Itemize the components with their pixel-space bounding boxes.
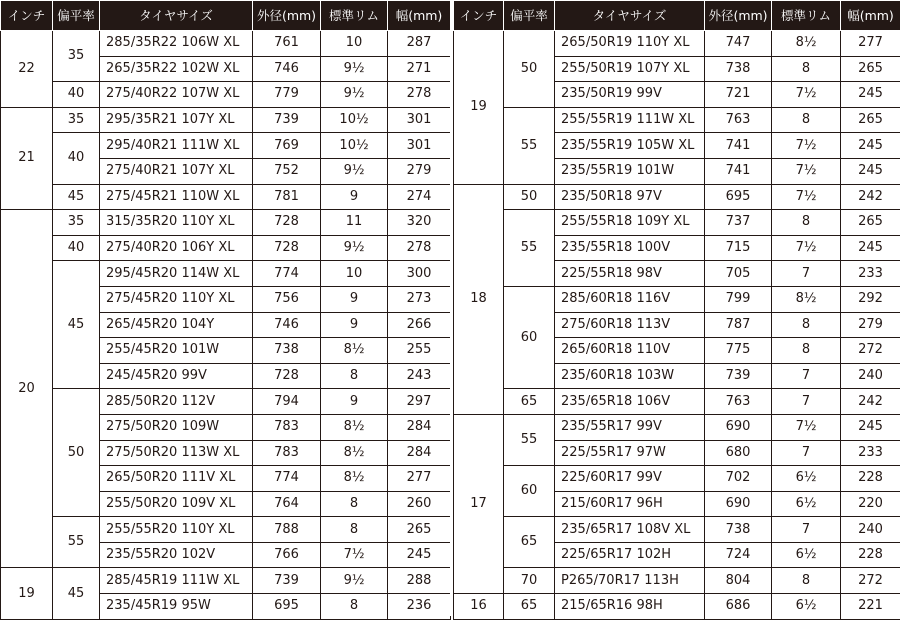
standard-rim-cell: 10½ bbox=[321, 107, 388, 133]
tire-size-text: 275/45R21 110W XL bbox=[100, 190, 239, 204]
inch-cell: 17 bbox=[454, 414, 504, 593]
standard-rim-cell: 7 bbox=[772, 389, 841, 415]
tire-size-cell bbox=[100, 312, 253, 338]
standard-rim-cell: 7½ bbox=[321, 542, 388, 568]
standard-rim-cell: 9 bbox=[321, 184, 388, 210]
standard-rim-cell: 8 bbox=[772, 338, 841, 364]
outer-diameter-cell: 690 bbox=[705, 414, 772, 440]
aspect-ratio-cell: 50 bbox=[53, 389, 100, 517]
outer-diameter-cell: 788 bbox=[253, 517, 321, 543]
table-row bbox=[1, 517, 451, 543]
standard-rim-cell: 11 bbox=[321, 210, 388, 236]
standard-rim-cell: 9½ bbox=[321, 235, 388, 261]
tire-size-text: 295/40R21 111W XL bbox=[100, 139, 239, 153]
aspect-ratio-cell: 35 bbox=[53, 107, 100, 133]
outer-diameter-cell: 738 bbox=[705, 517, 772, 543]
outer-diameter-cell: 787 bbox=[705, 312, 772, 338]
table-row bbox=[1, 568, 451, 594]
width-cell: 220 bbox=[841, 491, 900, 517]
aspect-ratio-cell: 65 bbox=[504, 517, 555, 568]
tire-size-cell bbox=[555, 491, 705, 517]
width-cell: 297 bbox=[388, 389, 451, 415]
column-header: インチ bbox=[454, 1, 504, 31]
width-cell: 228 bbox=[841, 466, 900, 492]
table-row bbox=[1, 133, 451, 159]
tire-size-cell bbox=[555, 133, 705, 159]
outer-diameter-cell: 728 bbox=[253, 210, 321, 236]
standard-rim-cell: 8 bbox=[772, 107, 841, 133]
column-header: タイヤサイズ bbox=[100, 1, 253, 31]
outer-diameter-cell: 781 bbox=[253, 184, 321, 210]
column-header: 幅(mm) bbox=[388, 1, 451, 31]
standard-rim-cell: 9½ bbox=[321, 568, 388, 594]
table-row bbox=[1, 389, 451, 415]
width-cell: 278 bbox=[388, 82, 451, 108]
standard-rim-cell: 8½ bbox=[772, 31, 841, 57]
table-row bbox=[1, 261, 451, 287]
tire-size-text: 235/55R19 101W bbox=[555, 164, 674, 178]
tire-size-text: 275/50R20 109W bbox=[100, 420, 219, 434]
outer-diameter-cell: 715 bbox=[705, 235, 772, 261]
standard-rim-cell: 7½ bbox=[772, 414, 841, 440]
tire-size-cell bbox=[100, 158, 253, 184]
outer-diameter-cell: 737 bbox=[705, 210, 772, 236]
tire-size-cell bbox=[100, 363, 253, 389]
inch-cell: 22 bbox=[1, 31, 53, 108]
tire-size-cell bbox=[555, 568, 705, 594]
standard-rim-cell: 9 bbox=[321, 286, 388, 312]
width-cell: 292 bbox=[841, 286, 900, 312]
standard-rim-cell: 6½ bbox=[772, 542, 841, 568]
outer-diameter-cell: 746 bbox=[253, 56, 321, 82]
tire-size-text: 235/55R20 102V bbox=[100, 548, 215, 562]
tire-size-cell bbox=[555, 440, 705, 466]
width-cell: 272 bbox=[841, 338, 900, 364]
tire-size-cell bbox=[100, 568, 253, 594]
tire-size-cell bbox=[100, 517, 253, 543]
outer-diameter-cell: 728 bbox=[253, 235, 321, 261]
standard-rim-cell: 7 bbox=[772, 440, 841, 466]
tire-size-text: 265/45R20 104Y bbox=[100, 318, 214, 332]
aspect-ratio-cell: 55 bbox=[504, 414, 555, 465]
width-cell: 242 bbox=[841, 389, 900, 415]
column-header: 標準リム bbox=[772, 1, 841, 31]
outer-diameter-cell: 746 bbox=[253, 312, 321, 338]
tire-size-text: 265/50R19 110Y XL bbox=[555, 36, 689, 50]
width-cell: 245 bbox=[841, 133, 900, 159]
width-cell: 279 bbox=[388, 158, 451, 184]
table-row bbox=[454, 466, 900, 492]
inch-cell: 19 bbox=[1, 568, 53, 619]
header-row bbox=[1, 1, 451, 31]
standard-rim-cell: 9 bbox=[321, 389, 388, 415]
tire-size-text: 245/45R20 99V bbox=[100, 369, 207, 383]
inch-cell: 21 bbox=[1, 107, 53, 209]
outer-diameter-cell: 739 bbox=[253, 568, 321, 594]
outer-diameter-cell: 695 bbox=[253, 594, 321, 620]
standard-rim-cell: 7½ bbox=[772, 158, 841, 184]
outer-diameter-cell: 774 bbox=[253, 261, 321, 287]
aspect-ratio-cell: 45 bbox=[53, 184, 100, 210]
tire-size-cell bbox=[555, 235, 705, 261]
outer-diameter-cell: 738 bbox=[253, 338, 321, 364]
aspect-ratio-cell: 40 bbox=[53, 133, 100, 184]
tire-size-cell bbox=[100, 286, 253, 312]
standard-rim-cell: 8½ bbox=[321, 338, 388, 364]
aspect-ratio-cell: 45 bbox=[53, 261, 100, 389]
standard-rim-cell: 10 bbox=[321, 31, 388, 57]
standard-rim-cell: 9½ bbox=[321, 82, 388, 108]
width-cell: 278 bbox=[388, 235, 451, 261]
tire-size-text: 235/50R18 97V bbox=[555, 190, 662, 204]
tire-size-cell bbox=[555, 56, 705, 82]
standard-rim-cell: 8 bbox=[321, 594, 388, 620]
standard-rim-cell: 6½ bbox=[772, 491, 841, 517]
tire-size-text: 225/65R17 102H bbox=[555, 548, 671, 562]
standard-rim-cell: 8 bbox=[772, 568, 841, 594]
inch-cell: 19 bbox=[454, 31, 504, 185]
standard-rim-cell: 8 bbox=[772, 210, 841, 236]
table-row bbox=[1, 31, 451, 57]
outer-diameter-cell: 799 bbox=[705, 286, 772, 312]
tire-size-text: 275/50R20 113W XL bbox=[100, 446, 239, 460]
tire-size-text: 275/40R21 107Y XL bbox=[100, 164, 234, 178]
tire-size-cell bbox=[100, 82, 253, 108]
standard-rim-cell: 8½ bbox=[772, 286, 841, 312]
standard-rim-cell: 9½ bbox=[321, 158, 388, 184]
table-row bbox=[454, 414, 900, 440]
width-cell: 233 bbox=[841, 261, 900, 287]
aspect-ratio-cell: 40 bbox=[53, 82, 100, 108]
aspect-ratio-cell: 50 bbox=[504, 184, 555, 210]
inch-cell: 20 bbox=[1, 210, 53, 568]
tire-size-text: 285/35R22 106W XL bbox=[100, 36, 239, 50]
table-row bbox=[1, 184, 451, 210]
tire-size-cell bbox=[555, 210, 705, 236]
tire-size-cell bbox=[100, 31, 253, 57]
tire-size-text: 225/55R17 97W bbox=[555, 446, 666, 460]
standard-rim-cell: 6½ bbox=[772, 594, 841, 620]
tire-size-text: 285/60R18 116V bbox=[555, 292, 670, 306]
outer-diameter-cell: 804 bbox=[705, 568, 772, 594]
outer-diameter-cell: 695 bbox=[705, 184, 772, 210]
tire-size-cell bbox=[555, 389, 705, 415]
aspect-ratio-cell: 55 bbox=[504, 107, 555, 184]
tire-size-text: 255/55R19 111W XL bbox=[555, 113, 694, 127]
aspect-ratio-cell: 65 bbox=[504, 594, 555, 620]
outer-diameter-cell: 738 bbox=[705, 56, 772, 82]
tire-size-cell bbox=[100, 210, 253, 236]
tire-size-text: 315/35R20 110Y XL bbox=[100, 215, 234, 229]
standard-rim-cell: 7 bbox=[772, 363, 841, 389]
table-row bbox=[1, 82, 451, 108]
tire-size-text: 265/60R18 110V bbox=[555, 343, 670, 357]
outer-diameter-cell: 783 bbox=[253, 414, 321, 440]
tire-size-cell bbox=[100, 594, 253, 620]
tire-size-text: 215/60R17 96H bbox=[555, 497, 663, 511]
tire-size-text: 255/45R20 101W bbox=[100, 343, 219, 357]
tire-size-text: 275/45R20 110Y XL bbox=[100, 292, 234, 306]
aspect-ratio-cell: 50 bbox=[504, 31, 555, 108]
width-cell: 320 bbox=[388, 210, 451, 236]
tire-size-cell bbox=[555, 338, 705, 364]
tire-size-text: 235/65R17 108V XL bbox=[555, 523, 690, 537]
outer-diameter-cell: 747 bbox=[705, 31, 772, 57]
width-cell: 273 bbox=[388, 286, 451, 312]
standard-rim-cell: 7 bbox=[772, 261, 841, 287]
tire-size-text: 265/35R22 102W XL bbox=[100, 62, 239, 76]
outer-diameter-cell: 728 bbox=[253, 363, 321, 389]
tire-size-cell bbox=[100, 338, 253, 364]
standard-rim-cell: 8 bbox=[321, 363, 388, 389]
tire-size-text: 255/55R18 109Y XL bbox=[555, 215, 689, 229]
outer-diameter-cell: 702 bbox=[705, 466, 772, 492]
width-cell: 245 bbox=[841, 82, 900, 108]
tire-size-cell bbox=[555, 31, 705, 57]
width-cell: 242 bbox=[841, 184, 900, 210]
tire-size-text: 235/60R18 103W bbox=[555, 369, 674, 383]
tire-size-text: 265/50R20 111V XL bbox=[100, 471, 235, 485]
width-cell: 255 bbox=[388, 338, 451, 364]
tire-size-text: 235/55R19 105W XL bbox=[555, 139, 694, 153]
width-cell: 300 bbox=[388, 261, 451, 287]
tire-size-cell bbox=[555, 184, 705, 210]
tire-size-cell bbox=[100, 107, 253, 133]
width-cell: 221 bbox=[841, 594, 900, 620]
outer-diameter-cell: 794 bbox=[253, 389, 321, 415]
width-cell: 265 bbox=[841, 56, 900, 82]
standard-rim-cell: 8 bbox=[772, 56, 841, 82]
tire-size-cell bbox=[555, 414, 705, 440]
tire-size-cell bbox=[100, 133, 253, 159]
width-cell: 266 bbox=[388, 312, 451, 338]
standard-rim-cell: 8½ bbox=[321, 440, 388, 466]
outer-diameter-cell: 680 bbox=[705, 440, 772, 466]
column-header: タイヤサイズ bbox=[555, 1, 705, 31]
aspect-ratio-cell: 35 bbox=[53, 210, 100, 236]
tire-size-text: 285/50R20 112V bbox=[100, 395, 215, 409]
width-cell: 265 bbox=[841, 210, 900, 236]
tire-size-text: 255/50R20 109V XL bbox=[100, 497, 235, 511]
column-header: 幅(mm) bbox=[841, 1, 900, 31]
table-row bbox=[1, 107, 451, 133]
tire-size-cell bbox=[100, 414, 253, 440]
standard-rim-cell: 7½ bbox=[772, 235, 841, 261]
tire-size-cell bbox=[100, 235, 253, 261]
tire-size-cell bbox=[555, 466, 705, 492]
tire-size-cell bbox=[100, 440, 253, 466]
table-row bbox=[454, 286, 900, 312]
tire-size-text: 285/45R19 111W XL bbox=[100, 574, 239, 588]
tire-table-right bbox=[453, 0, 900, 620]
outer-diameter-cell: 783 bbox=[253, 440, 321, 466]
aspect-ratio-cell: 55 bbox=[504, 210, 555, 287]
outer-diameter-cell: 766 bbox=[253, 542, 321, 568]
outer-diameter-cell: 763 bbox=[705, 389, 772, 415]
width-cell: 277 bbox=[841, 31, 900, 57]
standard-rim-cell: 6½ bbox=[772, 466, 841, 492]
tire-size-text: 275/40R22 107W XL bbox=[100, 87, 239, 101]
tire-size-text: 225/55R18 98V bbox=[555, 267, 662, 281]
outer-diameter-cell: 774 bbox=[253, 466, 321, 492]
standard-rim-cell: 8½ bbox=[321, 466, 388, 492]
outer-diameter-cell: 705 bbox=[705, 261, 772, 287]
tire-size-cell bbox=[100, 389, 253, 415]
outer-diameter-cell: 775 bbox=[705, 338, 772, 364]
table-row bbox=[454, 517, 900, 543]
width-cell: 240 bbox=[841, 517, 900, 543]
outer-diameter-cell: 752 bbox=[253, 158, 321, 184]
width-cell: 271 bbox=[388, 56, 451, 82]
outer-diameter-cell: 686 bbox=[705, 594, 772, 620]
width-cell: 284 bbox=[388, 414, 451, 440]
standard-rim-cell: 7½ bbox=[772, 133, 841, 159]
tire-size-text: 215/65R16 98H bbox=[555, 599, 663, 613]
tire-size-cell bbox=[100, 56, 253, 82]
width-cell: 272 bbox=[841, 568, 900, 594]
width-cell: 243 bbox=[388, 363, 451, 389]
column-header: インチ bbox=[1, 1, 53, 31]
tire-size-cell bbox=[100, 542, 253, 568]
tire-size-text: 275/60R18 113V bbox=[555, 318, 670, 332]
outer-diameter-cell: 721 bbox=[705, 82, 772, 108]
tire-size-cell bbox=[100, 491, 253, 517]
outer-diameter-cell: 761 bbox=[253, 31, 321, 57]
tire-size-cell bbox=[555, 363, 705, 389]
width-cell: 245 bbox=[841, 235, 900, 261]
aspect-ratio-cell: 60 bbox=[504, 466, 555, 517]
width-cell: 279 bbox=[841, 312, 900, 338]
standard-rim-cell: 7 bbox=[772, 517, 841, 543]
table-row bbox=[454, 31, 900, 57]
table-row bbox=[454, 107, 900, 133]
tire-size-text: 295/45R20 114W XL bbox=[100, 267, 239, 281]
width-cell: 233 bbox=[841, 440, 900, 466]
standard-rim-cell: 8 bbox=[321, 517, 388, 543]
table-row bbox=[454, 594, 900, 620]
aspect-ratio-cell: 70 bbox=[504, 568, 555, 594]
width-cell: 228 bbox=[841, 542, 900, 568]
outer-diameter-cell: 724 bbox=[705, 542, 772, 568]
standard-rim-cell: 7½ bbox=[772, 82, 841, 108]
tire-size-text: 235/55R18 100V bbox=[555, 241, 670, 255]
standard-rim-cell: 9 bbox=[321, 312, 388, 338]
standard-rim-cell: 9½ bbox=[321, 56, 388, 82]
tire-size-cell bbox=[555, 517, 705, 543]
outer-diameter-cell: 779 bbox=[253, 82, 321, 108]
width-cell: 301 bbox=[388, 107, 451, 133]
outer-diameter-cell: 769 bbox=[253, 133, 321, 159]
outer-diameter-cell: 741 bbox=[705, 133, 772, 159]
outer-diameter-cell: 690 bbox=[705, 491, 772, 517]
standard-rim-cell: 7½ bbox=[772, 184, 841, 210]
tire-size-text: 255/55R20 110Y XL bbox=[100, 523, 234, 537]
aspect-ratio-cell: 65 bbox=[504, 389, 555, 415]
header-row bbox=[454, 1, 900, 31]
table-row bbox=[1, 210, 451, 236]
table-row bbox=[454, 184, 900, 210]
standard-rim-cell: 8 bbox=[321, 491, 388, 517]
tire-size-cell bbox=[555, 261, 705, 287]
inch-cell: 18 bbox=[454, 184, 504, 414]
outer-diameter-cell: 739 bbox=[705, 363, 772, 389]
table-row bbox=[1, 235, 451, 261]
aspect-ratio-cell: 40 bbox=[53, 235, 100, 261]
outer-diameter-cell: 739 bbox=[253, 107, 321, 133]
tire-size-text: 235/45R19 95W bbox=[100, 599, 211, 613]
tire-size-cell bbox=[555, 286, 705, 312]
outer-diameter-cell: 741 bbox=[705, 158, 772, 184]
width-cell: 265 bbox=[388, 517, 451, 543]
column-header: 外径(mm) bbox=[705, 1, 772, 31]
tire-size-text: 235/65R18 106V bbox=[555, 395, 670, 409]
standard-rim-cell: 10 bbox=[321, 261, 388, 287]
width-cell: 288 bbox=[388, 568, 451, 594]
tire-size-cell bbox=[100, 184, 253, 210]
tire-size-text: 295/35R21 107Y XL bbox=[100, 113, 234, 127]
aspect-ratio-cell: 35 bbox=[53, 31, 100, 82]
tire-size-cell bbox=[555, 158, 705, 184]
tire-size-cell bbox=[555, 82, 705, 108]
column-header: 偏平率 bbox=[53, 1, 100, 31]
table-row bbox=[454, 568, 900, 594]
tire-size-text: 225/60R17 99V bbox=[555, 471, 662, 485]
aspect-ratio-cell: 45 bbox=[53, 568, 100, 619]
width-cell: 245 bbox=[388, 542, 451, 568]
width-cell: 301 bbox=[388, 133, 451, 159]
table-row bbox=[454, 210, 900, 236]
width-cell: 277 bbox=[388, 466, 451, 492]
tire-size-text: 255/50R19 107Y XL bbox=[555, 62, 689, 76]
tire-size-cell bbox=[555, 594, 705, 620]
outer-diameter-cell: 756 bbox=[253, 286, 321, 312]
width-cell: 260 bbox=[388, 491, 451, 517]
column-header: 標準リム bbox=[321, 1, 388, 31]
standard-rim-cell: 10½ bbox=[321, 133, 388, 159]
inch-cell: 16 bbox=[454, 594, 504, 620]
tire-size-text: P265/70R17 113H bbox=[555, 574, 679, 588]
tire-size-cell bbox=[100, 466, 253, 492]
table-row bbox=[454, 389, 900, 415]
width-cell: 240 bbox=[841, 363, 900, 389]
width-cell: 284 bbox=[388, 440, 451, 466]
width-cell: 274 bbox=[388, 184, 451, 210]
width-cell: 245 bbox=[841, 414, 900, 440]
aspect-ratio-cell: 60 bbox=[504, 286, 555, 388]
width-cell: 236 bbox=[388, 594, 451, 620]
tire-size-text: 235/50R19 99V bbox=[555, 87, 662, 101]
column-header: 外径(mm) bbox=[253, 1, 321, 31]
width-cell: 245 bbox=[841, 158, 900, 184]
aspect-ratio-cell: 55 bbox=[53, 517, 100, 568]
tire-size-cell bbox=[100, 261, 253, 287]
width-cell: 265 bbox=[841, 107, 900, 133]
tire-size-text: 275/40R20 106Y XL bbox=[100, 241, 234, 255]
standard-rim-cell: 8½ bbox=[321, 414, 388, 440]
tire-size-text: 235/55R17 99V bbox=[555, 420, 662, 434]
tire-size-cell bbox=[555, 542, 705, 568]
tire-size-cell bbox=[555, 312, 705, 338]
column-header: 偏平率 bbox=[504, 1, 555, 31]
outer-diameter-cell: 763 bbox=[705, 107, 772, 133]
width-cell: 287 bbox=[388, 31, 451, 57]
standard-rim-cell: 8 bbox=[772, 312, 841, 338]
outer-diameter-cell: 764 bbox=[253, 491, 321, 517]
tire-size-cell bbox=[555, 107, 705, 133]
